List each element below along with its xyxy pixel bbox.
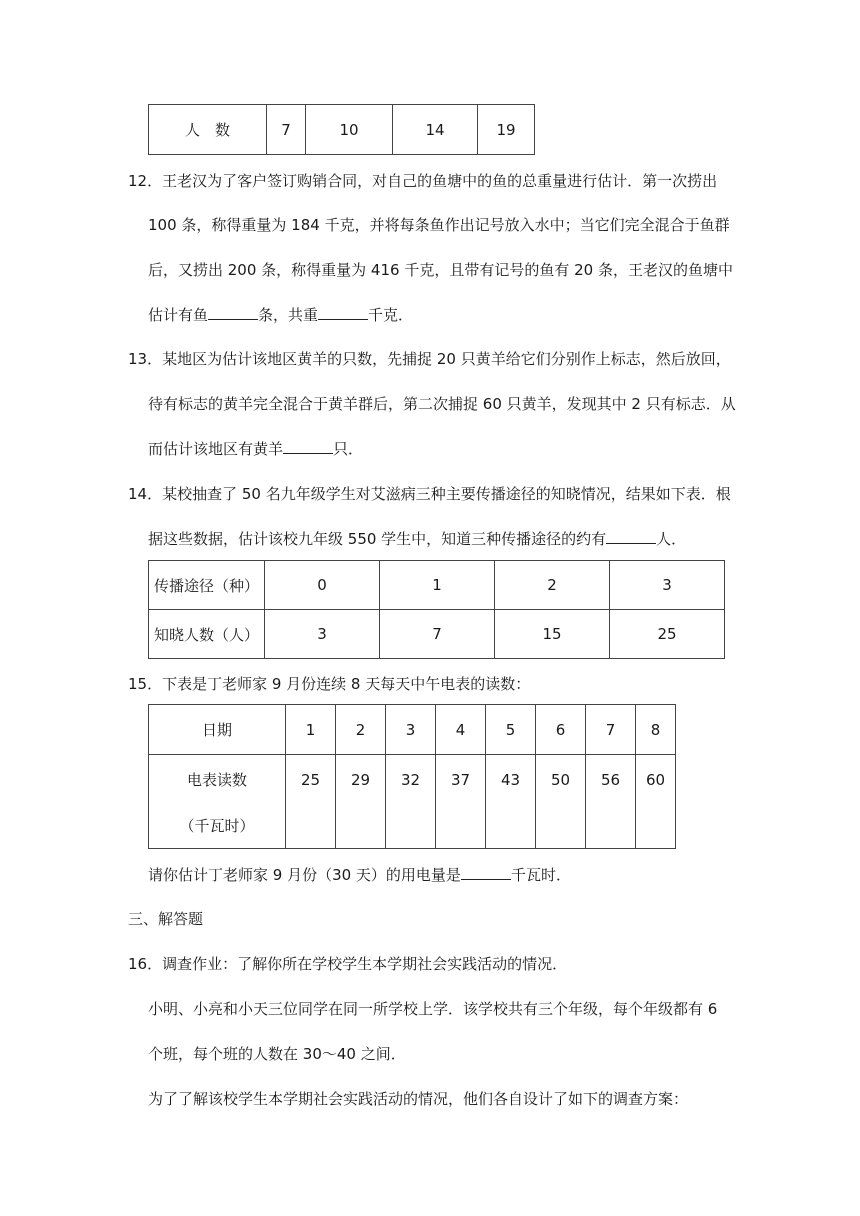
table-cell: 1 <box>380 561 495 610</box>
table-cell: 19 <box>478 105 535 155</box>
q12-line2: 100 条，称得重量为 184 千克，并将每条鱼作出记号放入水中；当它们完全混合于鱼群 <box>148 216 730 234</box>
table-cell: 25 <box>610 610 725 659</box>
table-cell: 29 <box>336 755 386 849</box>
table-cell: 2 <box>495 561 610 610</box>
answer-blank[interactable] <box>606 529 656 544</box>
table-cell: 3 <box>265 610 380 659</box>
q15-line1: 15．下表是丁老师家 9 月份连续 8 天每天中午电表的读数： <box>128 675 531 693</box>
table-cell: 6 <box>536 705 586 755</box>
table-cell: 7 <box>267 105 306 155</box>
table-cell: 50 <box>536 755 586 849</box>
table-cell: 25 <box>286 755 336 849</box>
q15-after <box>148 864 571 885</box>
table-cell: 56 <box>586 755 636 849</box>
q12-line1: 12．王老汉为了客户签订购销合同，对自己的鱼塘中的鱼的总重量进行估计．第一次捞出 <box>128 172 718 190</box>
q13-text-b: 只． <box>333 440 364 458</box>
table-cell: 1 <box>286 705 336 755</box>
answer-blank[interactable] <box>208 305 258 320</box>
q13-line1: 13．某地区为估计该地区黄羊的只数，先捕捉 20 只黄羊给它们分别作上标志，然后放回， <box>128 350 731 368</box>
table-cell: 0 <box>265 561 380 610</box>
q15-text-a: 请你估计丁老师家 9 月份（30 天）的用电量是 <box>148 866 461 884</box>
q15-table <box>148 704 676 849</box>
q16-line1: 16．调查作业：了解你所在学校学生本学期社会实践活动的情况． <box>128 955 568 973</box>
q14-row2-label: 知晓人数（人） <box>149 610 265 659</box>
table-cell: 14 <box>393 105 478 155</box>
table-cell: 60 <box>636 755 676 849</box>
q12-line4 <box>148 304 413 325</box>
q15-text-b: 千瓦时． <box>510 866 571 884</box>
q12-line3: 后，又捞出 200 条，称得重量为 416 千克，且带有记号的鱼有 20 条，王老汉的鱼塘中 <box>148 261 733 279</box>
top-table-label: 人 数 <box>149 105 267 155</box>
q13-line2: 待有标志的黄羊完全混合于黄羊群后，第二次捕捉 60 只黄羊，发现其中 2 只有标志．从 <box>148 395 736 413</box>
table-cell: 3 <box>610 561 725 610</box>
table-cell: 4 <box>436 705 486 755</box>
q14-row1-label: 传播途径（种） <box>149 561 265 610</box>
answer-blank[interactable] <box>461 865 511 880</box>
q16-line2: 小明、小亮和小天三位同学在同一所学校上学．该学校共有三个年级，每个年级都有 6 <box>148 1000 718 1018</box>
table-cell: 8 <box>636 705 676 755</box>
table-cell: 10 <box>306 105 393 155</box>
q16-line3: 个班，每个班的人数在 30～40 之间． <box>148 1045 406 1063</box>
table-cell: 3 <box>386 705 436 755</box>
section-heading: 三、解答题 <box>128 910 204 928</box>
table-cell: 37 <box>436 755 486 849</box>
table-cell: 15 <box>495 610 610 659</box>
q14-line2 <box>148 528 686 549</box>
q14-table <box>148 560 725 659</box>
q15-row2-label <box>149 755 286 849</box>
answer-blank[interactable] <box>318 305 368 320</box>
q16-line4: 为了了解该校学生本学期社会实践活动的情况，他们各自设计了如下的调查方案： <box>148 1090 689 1108</box>
table-cell: 43 <box>486 755 536 849</box>
table-cell: 5 <box>486 705 536 755</box>
answer-blank[interactable] <box>283 439 333 454</box>
table-cell: 7 <box>586 705 636 755</box>
q13-text-a: 而估计该地区有黄羊 <box>148 440 284 458</box>
q12-text-a: 估计有鱼 <box>148 306 209 324</box>
q14-text-a: 据这些数据，估计该校九年级 550 学生中，知道三种传播途径的约有 <box>148 530 607 548</box>
top-table <box>148 104 535 155</box>
q14-line1: 14．某校抽查了 50 名九年级学生对艾滋病三种主要传播途径的知晓情况，结果如下表．根 <box>128 485 731 503</box>
table-cell: 32 <box>386 755 436 849</box>
table-cell: 7 <box>380 610 495 659</box>
q12-text-c: 千克． <box>368 306 414 324</box>
q15-row1-label: 日期 <box>149 705 286 755</box>
q14-text-b: 人． <box>656 530 687 548</box>
q15-row2-label-b: （千瓦时） <box>179 817 255 835</box>
table-cell: 2 <box>336 705 386 755</box>
q12-text-b: 条，共重 <box>258 306 319 324</box>
q13-line3 <box>148 438 363 459</box>
q15-row2-label-a: 电表读数 <box>186 771 247 789</box>
